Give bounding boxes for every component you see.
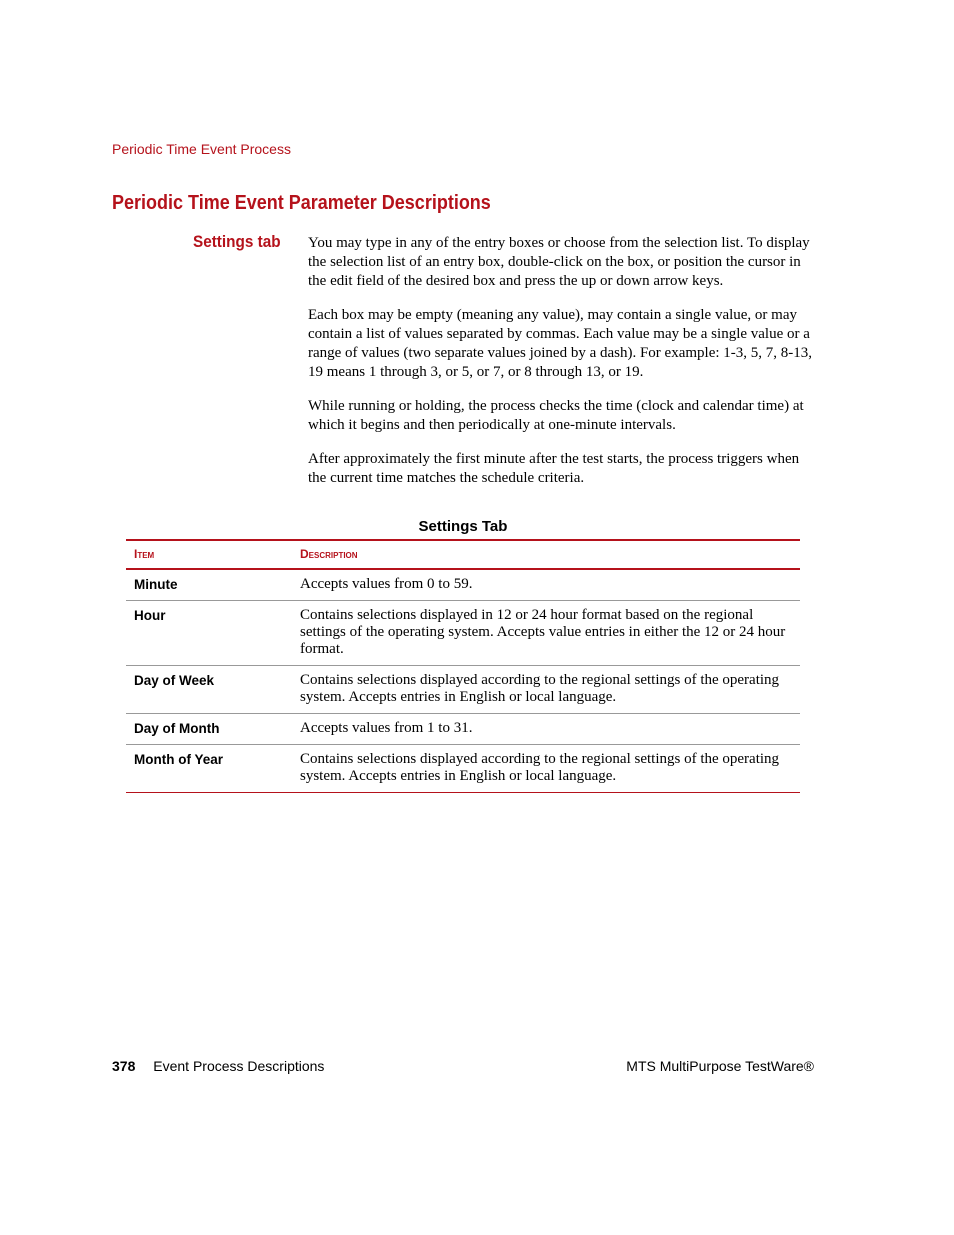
table-row <box>126 601 800 666</box>
settings-tab-subhead: Settings tab <box>193 232 281 251</box>
row-description: Contains selections displayed in 12 or 24 hour format based on the regional settings of the operating system. Accepts value entries in either the 12 or 24 hour format. <box>294 601 800 666</box>
row-item: Day of Week <box>126 666 294 714</box>
row-description: Contains selections displayed according to the regional settings of the operating system. Accepts entries in English or local language. <box>294 666 800 714</box>
settings-table <box>126 539 800 793</box>
footer-chapter: Event Process Descriptions <box>153 1058 325 1074</box>
footer-left <box>112 1058 324 1074</box>
row-item: Month of Year <box>126 745 294 793</box>
section-title: Periodic Time Event Parameter Descriptions <box>112 192 491 214</box>
table-row <box>126 714 800 745</box>
row-item: Hour <box>126 601 294 666</box>
running-head: Periodic Time Event Process <box>112 141 291 157</box>
row-description: Accepts values from 1 to 31. <box>294 714 800 745</box>
paragraph-3: While running or holding, the process checks the time (clock and calendar time) at which it begins and then periodically at one-minute intervals. <box>308 398 804 433</box>
paragraph-4: After approximately the first minute after the test starts, the process triggers when the current time matches the schedule criteria. <box>308 451 800 486</box>
table-caption: Settings Tab <box>418 518 508 535</box>
row-description: Accepts values from 0 to 59. <box>294 569 800 601</box>
paragraph-2: Each box may be empty (meaning any value), may contain a single value, or may contain a list of values separated by commas. Each value may be a single value or a range of values (two separate values joined by a dash). For example: 1-3, 5, 7, 8-13, 19 means 1 through 3, or 5, or 7, or 8 through 13, or 19. <box>308 307 813 380</box>
row-description: Contains selections displayed according to the regional settings of the operating system. Accepts entries in English or local language. <box>294 745 800 793</box>
table-row <box>126 569 800 601</box>
paragraph-1: You may type in any of the entry boxes or choose from the selection list. To display the selection list of an entry box, double-click on the box, or position the cursor in the edit field of the desired box and press the up or down arrow keys. <box>308 235 810 289</box>
column-header-description: Description <box>294 540 800 569</box>
footer-product: MTS MultiPurpose TestWare® <box>626 1058 814 1074</box>
column-header-item: Item <box>126 540 294 569</box>
page-number: 378 <box>112 1058 136 1074</box>
table-header-row <box>126 540 800 569</box>
settings-table-wrapper <box>126 539 800 793</box>
table-row <box>126 745 800 793</box>
table-row <box>126 666 800 714</box>
row-item: Day of Month <box>126 714 294 745</box>
row-item: Minute <box>126 569 294 601</box>
body-text <box>308 234 816 503</box>
